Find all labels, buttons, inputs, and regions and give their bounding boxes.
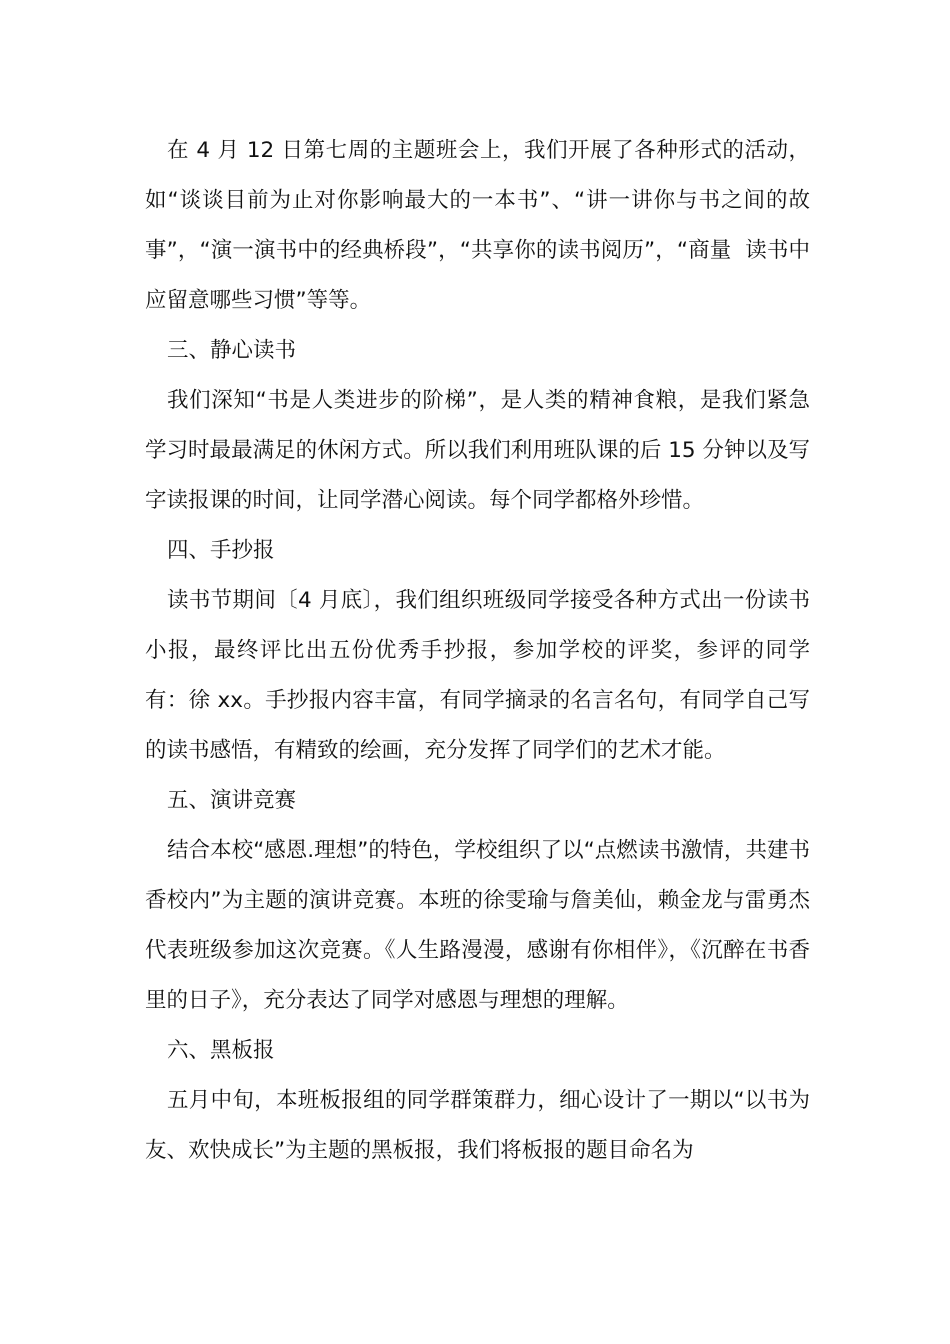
paragraph-speech-contest: 结合本校“感恩.理想”的特色，学校组织了以“点燃读书激情，共建书香校内”为主题的演讲竞赛。本班的徐雯瑜与詹美仙，赖金龙与雷勇杰代表班级参加这次竞赛。《人生路漫漫，感谢有你相伴》，《沉醉在书香里的日子》，充分表达了同学对感恩与理想的理解。 <box>145 838 810 1013</box>
section-heading-speech-contest: 五、演讲竞赛 <box>167 788 297 813</box>
document-body <box>145 126 810 1176</box>
section-heading-handwritten-newspaper: 四、手抄报 <box>167 538 275 563</box>
section-heading-blackboard: 六、黑板报 <box>167 1038 275 1063</box>
paragraph-handwritten-newspaper: 读书节期间〔4 月底〕，我们组织班级同学接受各种方式出一份读书小报，最终评比出五份优秀手抄报，参加学校的评奖，参评的同学有：徐 xx。手抄报内容丰富，有同学摘录的名言名句，有同学自己写的读书感悟，有精致的绘画，充分发挥了同学们的艺术才能。 <box>145 588 810 763</box>
paragraph-quiet-reading: 我们深知“书是人类进步的阶梯”，是人类的精神食粮，是我们紧急学习时最最满足的休闲方式。所以我们利用班队课的后 15 分钟以及写字读报课的时间，让同学潜心阅读。每个同学都格外珍惜。 <box>145 388 810 513</box>
paragraph-blackboard: 五月中旬，本班板报组的同学群策群力，细心设计了一期以“以书为友、欢快成长”为主题的黑板报，我们将板报的题目命名为 <box>145 1088 810 1163</box>
section-heading-quiet-reading: 三、静心读书 <box>167 338 297 363</box>
paragraph-class-meeting: 在 4 月 12 日第七周的主题班会上，我们开展了各种形式的活动，如“谈谈目前为止对你影响最大的一本书”、“讲一讲你与书之间的故事”，“演一演书中的经典桥段”，“共享你的读书阅历”，“商量 读书中应留意哪些习惯”等等。 <box>145 138 810 313</box>
